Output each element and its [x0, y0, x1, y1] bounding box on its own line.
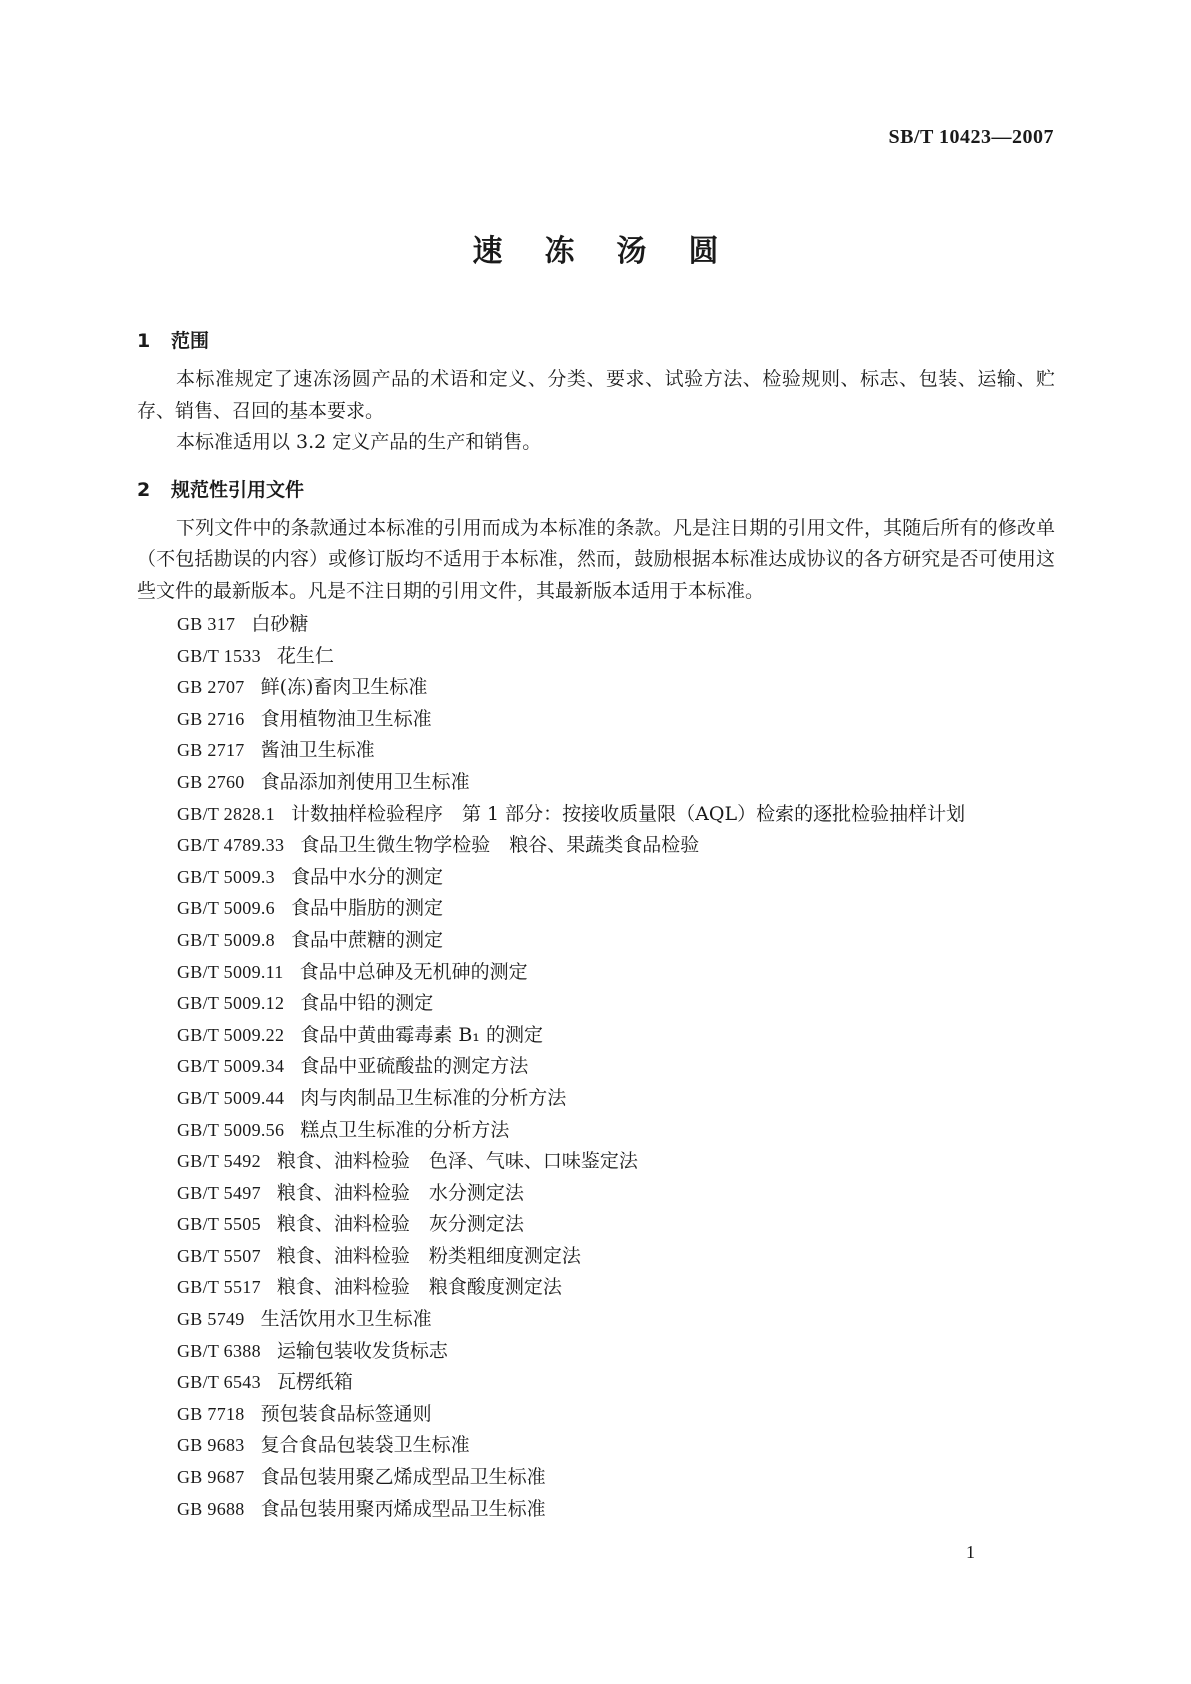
reference-item: [137, 704, 1055, 736]
reference-title: 食品添加剂使用卫生标准: [260, 770, 470, 793]
reference-item: [137, 1399, 1055, 1431]
reference-item: [137, 799, 1055, 831]
reference-title: 食品包装用聚丙烯成型品卫生标准: [260, 1497, 546, 1520]
reference-title: 鲜(冻)畜肉卫生标准: [260, 676, 428, 699]
reference-code: GB 2717: [177, 740, 245, 761]
reference-code: GB 9688: [177, 1498, 245, 1519]
section-title: 范围: [171, 330, 210, 352]
reference-code: GB/T 5497: [177, 1182, 261, 1203]
reference-item: [137, 735, 1055, 767]
reference-title: 食品中蔗糖的测定: [290, 928, 443, 951]
title-char: 冻: [544, 234, 575, 269]
title-char: 圆: [688, 234, 719, 269]
reference-item: [137, 1083, 1055, 1115]
reference-title: 计数抽样检验程序 第 1 部分：按接收质量限（AQL）检索的逐批检验抽样计划: [290, 802, 966, 825]
reference-item: [137, 1178, 1055, 1210]
reference-code: GB 2760: [177, 771, 245, 792]
reference-code: GB 5749: [177, 1309, 245, 1330]
section-number: 1: [137, 330, 151, 352]
reference-title: 食用植物油卫生标准: [260, 707, 432, 730]
reference-title: 食品中黄曲霉毒素 B₁ 的测定: [300, 1023, 543, 1046]
reference-code: GB/T 1533: [177, 645, 261, 666]
page-number: 1: [966, 1542, 975, 1562]
section-heading: [137, 475, 1055, 499]
paragraph: 本标准规定了速冻汤圆产品的术语和定义、分类、要求、试验方法、检验规则、标志、包装、运输、贮存、销售、召回的基本要求。: [137, 368, 1055, 422]
reference-code: GB/T 4789.33: [177, 835, 285, 856]
standard-code: SB/T 10423—2007: [888, 126, 1054, 148]
reference-item: [137, 1051, 1055, 1083]
reference-item: [137, 925, 1055, 957]
reference-item: [137, 988, 1055, 1020]
reference-title: 生活饮用水卫生标准: [260, 1308, 432, 1331]
reference-title: 食品中总砷及无机砷的测定: [299, 960, 528, 983]
reference-title: 食品卫生微生物学检验 粮谷、果蔬类食品检验: [300, 834, 700, 857]
reference-title: 肉与肉制品卫生标准的分析方法: [300, 1086, 567, 1109]
reference-item: [137, 1462, 1055, 1494]
reference-title: 瓦楞纸箱: [276, 1371, 353, 1394]
reference-title: 食品中亚硫酸盐的测定方法: [300, 1055, 529, 1078]
reference-item: [137, 1336, 1055, 1368]
reference-code: GB/T 5009.44: [177, 1087, 285, 1108]
reference-item: [137, 1272, 1055, 1304]
reference-title: 食品中铅的测定: [300, 992, 434, 1015]
reference-code: GB/T 5009.22: [177, 1024, 285, 1045]
reference-code: GB/T 5505: [177, 1214, 261, 1235]
reference-item: [137, 641, 1055, 673]
reference-title: 粮食、油料检验 水分测定法: [276, 1181, 524, 1204]
reference-code: GB 7718: [177, 1403, 245, 1424]
reference-title: 粮食、油料检验 灰分测定法: [276, 1213, 524, 1236]
reference-item: [137, 1367, 1055, 1399]
reference-title: 糕点卫生标准的分析方法: [300, 1118, 510, 1141]
reference-code: GB 9687: [177, 1467, 245, 1488]
reference-code: GB/T 6388: [177, 1340, 261, 1361]
reference-code: GB/T 5517: [177, 1277, 261, 1298]
reference-item: [137, 1020, 1055, 1052]
reference-code: GB/T 5009.11: [177, 961, 284, 982]
reference-code: GB/T 5009.12: [177, 993, 285, 1014]
reference-title: 食品中脂肪的测定: [290, 897, 443, 920]
reference-item: [137, 1115, 1055, 1147]
reference-title: 运输包装收发货标志: [276, 1339, 448, 1362]
reference-title: 粮食、油料检验 粉类粗细度测定法: [276, 1244, 581, 1267]
reference-item: [137, 1209, 1055, 1241]
document-body: [137, 326, 1055, 1525]
reference-code: GB/T 5009.34: [177, 1056, 285, 1077]
reference-title: 粮食、油料检验 色泽、气味、口味鉴定法: [276, 1150, 638, 1173]
reference-item: [137, 767, 1055, 799]
reference-code: GB 317: [177, 614, 236, 634]
reference-code: GB/T 5009.3: [177, 866, 275, 887]
reference-title: 酱油卫生标准: [260, 739, 375, 762]
reference-code: GB/T 5009.56: [177, 1119, 285, 1140]
reference-item: [137, 1304, 1055, 1336]
reference-item: [137, 830, 1055, 862]
reference-code: GB/T 5492: [177, 1151, 261, 1172]
reference-title: 花生仁: [276, 644, 334, 667]
reference-title: 食品包装用聚乙烯成型品卫生标准: [260, 1466, 546, 1489]
reference-item: [137, 672, 1055, 704]
reference-title: 食品中水分的测定: [290, 865, 443, 888]
reference-code: GB 2716: [177, 708, 245, 729]
section-heading: [137, 326, 1055, 350]
reference-item: [137, 609, 1055, 641]
reference-title: 粮食、油料检验 粮食酸度测定法: [276, 1276, 562, 1299]
reference-code: GB/T 5009.8: [177, 929, 275, 950]
reference-item: [137, 862, 1055, 894]
section-normative-references: [137, 475, 1055, 1526]
reference-title: 预包装食品标签通则: [260, 1402, 432, 1425]
reference-code: GB 2707: [177, 677, 245, 698]
section-number: 2: [137, 478, 151, 501]
reference-code: GB/T 2828.1: [177, 803, 275, 824]
reference-title: 复合食品包装袋卫生标准: [260, 1434, 470, 1457]
reference-item: [137, 1430, 1055, 1462]
title-char: 速: [472, 234, 503, 269]
reference-code: GB/T 5507: [177, 1245, 261, 1266]
reference-item: [137, 1146, 1055, 1178]
reference-item: [137, 1494, 1055, 1526]
reference-code: GB/T 6543: [177, 1372, 261, 1393]
document-title: [0, 226, 1191, 270]
paragraph: 本标准适用以 3.2 定义产品的生产和销售。: [176, 431, 542, 453]
section-title: 规范性引用文件: [171, 478, 305, 501]
reference-code: GB 9683: [177, 1435, 245, 1456]
section-scope: [137, 326, 1055, 459]
reference-item: [137, 893, 1055, 925]
paragraph: 下列文件中的条款通过本标准的引用而成为本标准的条款。凡是注日期的引用文件，其随后所有的修改单（不包括勘误的内容）或修订版均不适用于本标准，然而，鼓励根据本标准达成协议的各方研究是否可使用这些文件的最新版本。凡是不注日期的引用文件，其最新版本适用于本标准。: [137, 516, 1055, 602]
reference-item: [137, 1241, 1055, 1273]
reference-title: 白砂糖: [251, 613, 309, 635]
reference-code: GB/T 5009.6: [177, 898, 275, 919]
reference-item: [137, 957, 1055, 989]
reference-list: [137, 609, 1055, 1525]
title-char: 汤: [616, 234, 647, 269]
